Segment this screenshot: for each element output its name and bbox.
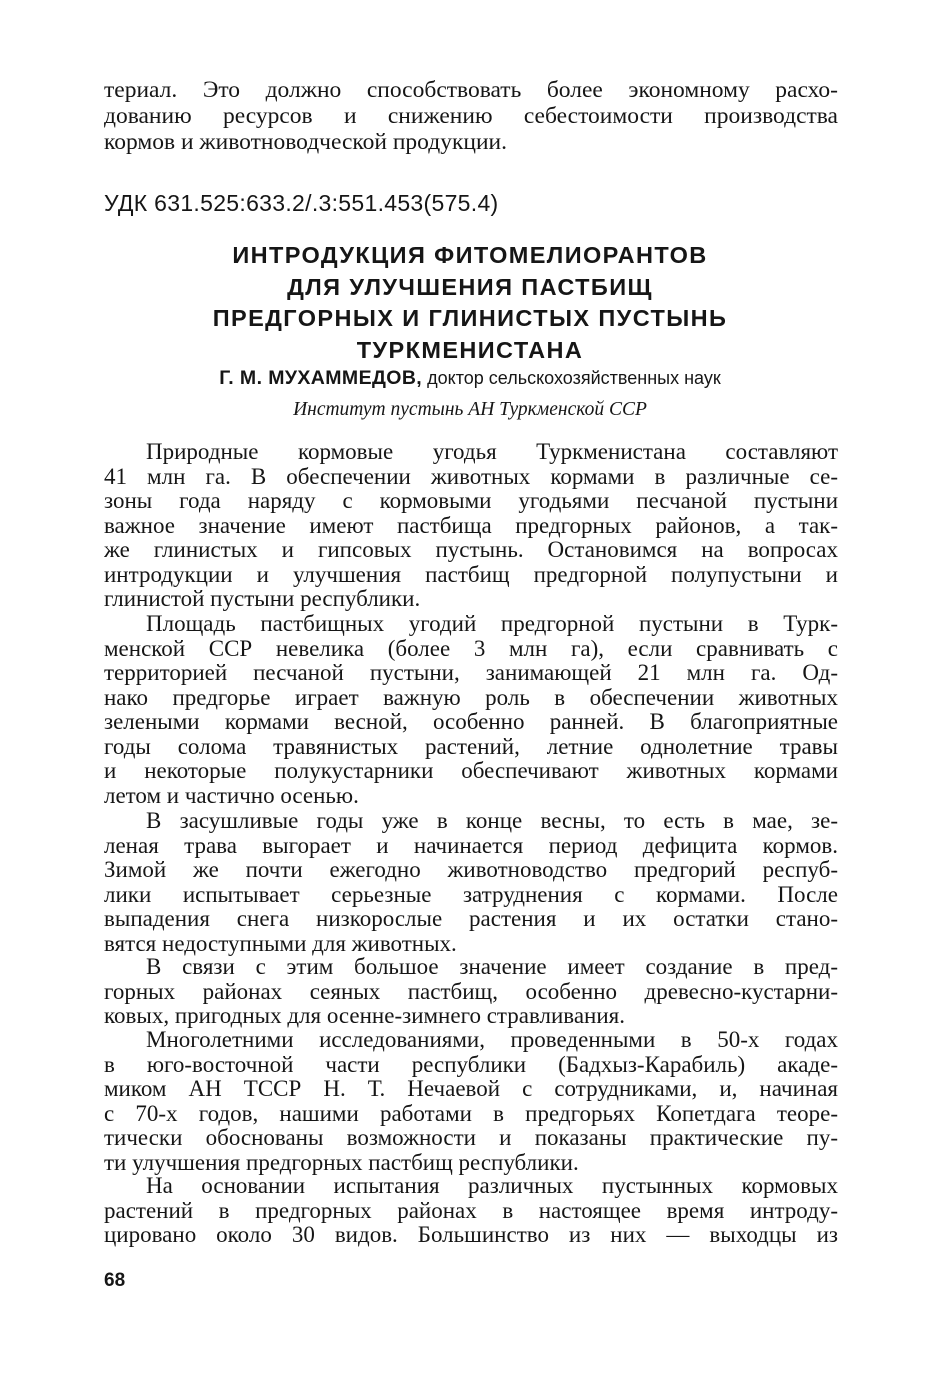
text-line: и некоторые полукустарники обеспечивают животных кормами (104, 759, 838, 783)
text-line: нако предгорье играет важную роль в обеспечении животных (104, 685, 838, 710)
text-line: териал. Это должно способствовать более экономному расхо- (104, 78, 838, 103)
text-line: растений в предгорных районах в настоящее время интроду- (104, 1198, 838, 1223)
text-line: тически обоснованы возможности и показаны практические пу- (104, 1126, 838, 1150)
text-line: же глинистых и гипсовых пустынь. Остановимся на вопросах (104, 538, 838, 562)
text-line: выпадения снега низкорослые растения и их остатки стано- (104, 907, 838, 931)
text-line: дованию ресурсов и снижению себестоимости производства (104, 103, 838, 129)
title-line: ДЛЯ УЛУЧШЕНИЯ ПАСТБИЩ (287, 273, 653, 300)
text-line: кормов и животноводческой продукции. (104, 128, 507, 155)
text-line: летом и частично осенью. (104, 782, 359, 808)
paragraph (104, 1174, 838, 1248)
paragraph (104, 440, 838, 612)
title-line: ИНТРОДУКЦИЯ ФИТОМЕЛИОРАНТОВ (232, 242, 708, 268)
title-line: ПРЕДГОРНЫХ И ГЛИНИСТЫХ ПУСТЫНЬ (212, 305, 728, 331)
text-line: 41 млн га. В обеспечении животных кормами в различные се- (104, 464, 838, 489)
text-line: зоны года наряду с кормовыми угодьями песчаной пустыни (104, 489, 838, 513)
text-line: миком АН ТССР Н. Т. Нечаевой с сотрудниками, и, начиная (104, 1077, 838, 1101)
text-line: цировано около 30 видов. Большинство из них — выходцы из (104, 1223, 838, 1247)
paragraph (104, 1028, 838, 1175)
text-line: интродукции и улучшения пастбищ предгорной полупустыни и (104, 562, 838, 587)
title-line: ТУРКМЕНИСТАНА (356, 336, 584, 363)
text-line: годы солома травянистых растений, летние однолетние травы (104, 734, 838, 759)
text-line: леная трава выгорает и начинается период дефицита кормов. (104, 833, 838, 858)
text-line: В связи с этим большое значение имеет создание в пред- (146, 955, 838, 979)
text-line: ковых, пригодных для осенне-зимнего стравливания. (104, 1003, 625, 1028)
text-line: важное значение имеют пастбища предгорных районов, а так- (104, 513, 838, 538)
article-title (150, 240, 790, 366)
text-line: Многолетними исследованиями, проведенными в 50-х годах (146, 1028, 838, 1052)
text-line: Зимой же почти ежегодно животноводство предгорий респуб- (104, 858, 838, 882)
paragraph (104, 612, 838, 808)
text-line: лики испытывает серьезные затруднения с кормами. После (104, 882, 838, 907)
text-line: В засушливые годы уже в конце весны, то есть в мае, зе- (146, 809, 838, 833)
text-line: горных районах сеяных пастбищ, особенно древесно-кустарни- (104, 979, 838, 1004)
text-line: Площадь пастбищных угодий предгорной пустыни в Турк- (146, 612, 838, 636)
text-line: зелеными кормами весной, особенно ранней. В благоприятные (104, 710, 838, 734)
paragraph (104, 809, 838, 956)
continuation-text (104, 78, 838, 155)
institute-affiliation: Институт пустынь АН Туркменской ССР (293, 399, 647, 420)
text-line: ти улучшения предгорных пастбищ республики. (104, 1149, 579, 1175)
text-line: менской ССР невелика (более 3 млн га), если сравнивать с (104, 636, 838, 661)
author-degree: доктор сельскохозяйственных наук (427, 368, 721, 388)
udc-code: УДК 631.525:633.2/.3:551.453(575.4) (104, 190, 499, 216)
author-name: Г. М. МУХАММЕДОВ, (219, 367, 423, 389)
text-line: Природные кормовые угодья Туркменистана составляют (146, 440, 838, 464)
text-line: с 70-х годов, нашими работами в предгорьях Копетдага теоре- (104, 1101, 838, 1126)
text-line: глинистой пустыни республики. (104, 586, 421, 611)
text-line: территорией песчаной пустыни, занимающей 21 млн га. Од- (104, 661, 838, 685)
text-line: На основании испытания различных пустынных кормовых (146, 1174, 838, 1198)
paragraph (104, 955, 838, 1029)
text-line: вятся недоступными для животных. (104, 930, 457, 956)
page-number: 68 (104, 1270, 126, 1291)
text-line: в юго-восточной части республики (Бадхыз-Карабиль) акаде- (104, 1052, 838, 1077)
author-line (150, 366, 790, 390)
